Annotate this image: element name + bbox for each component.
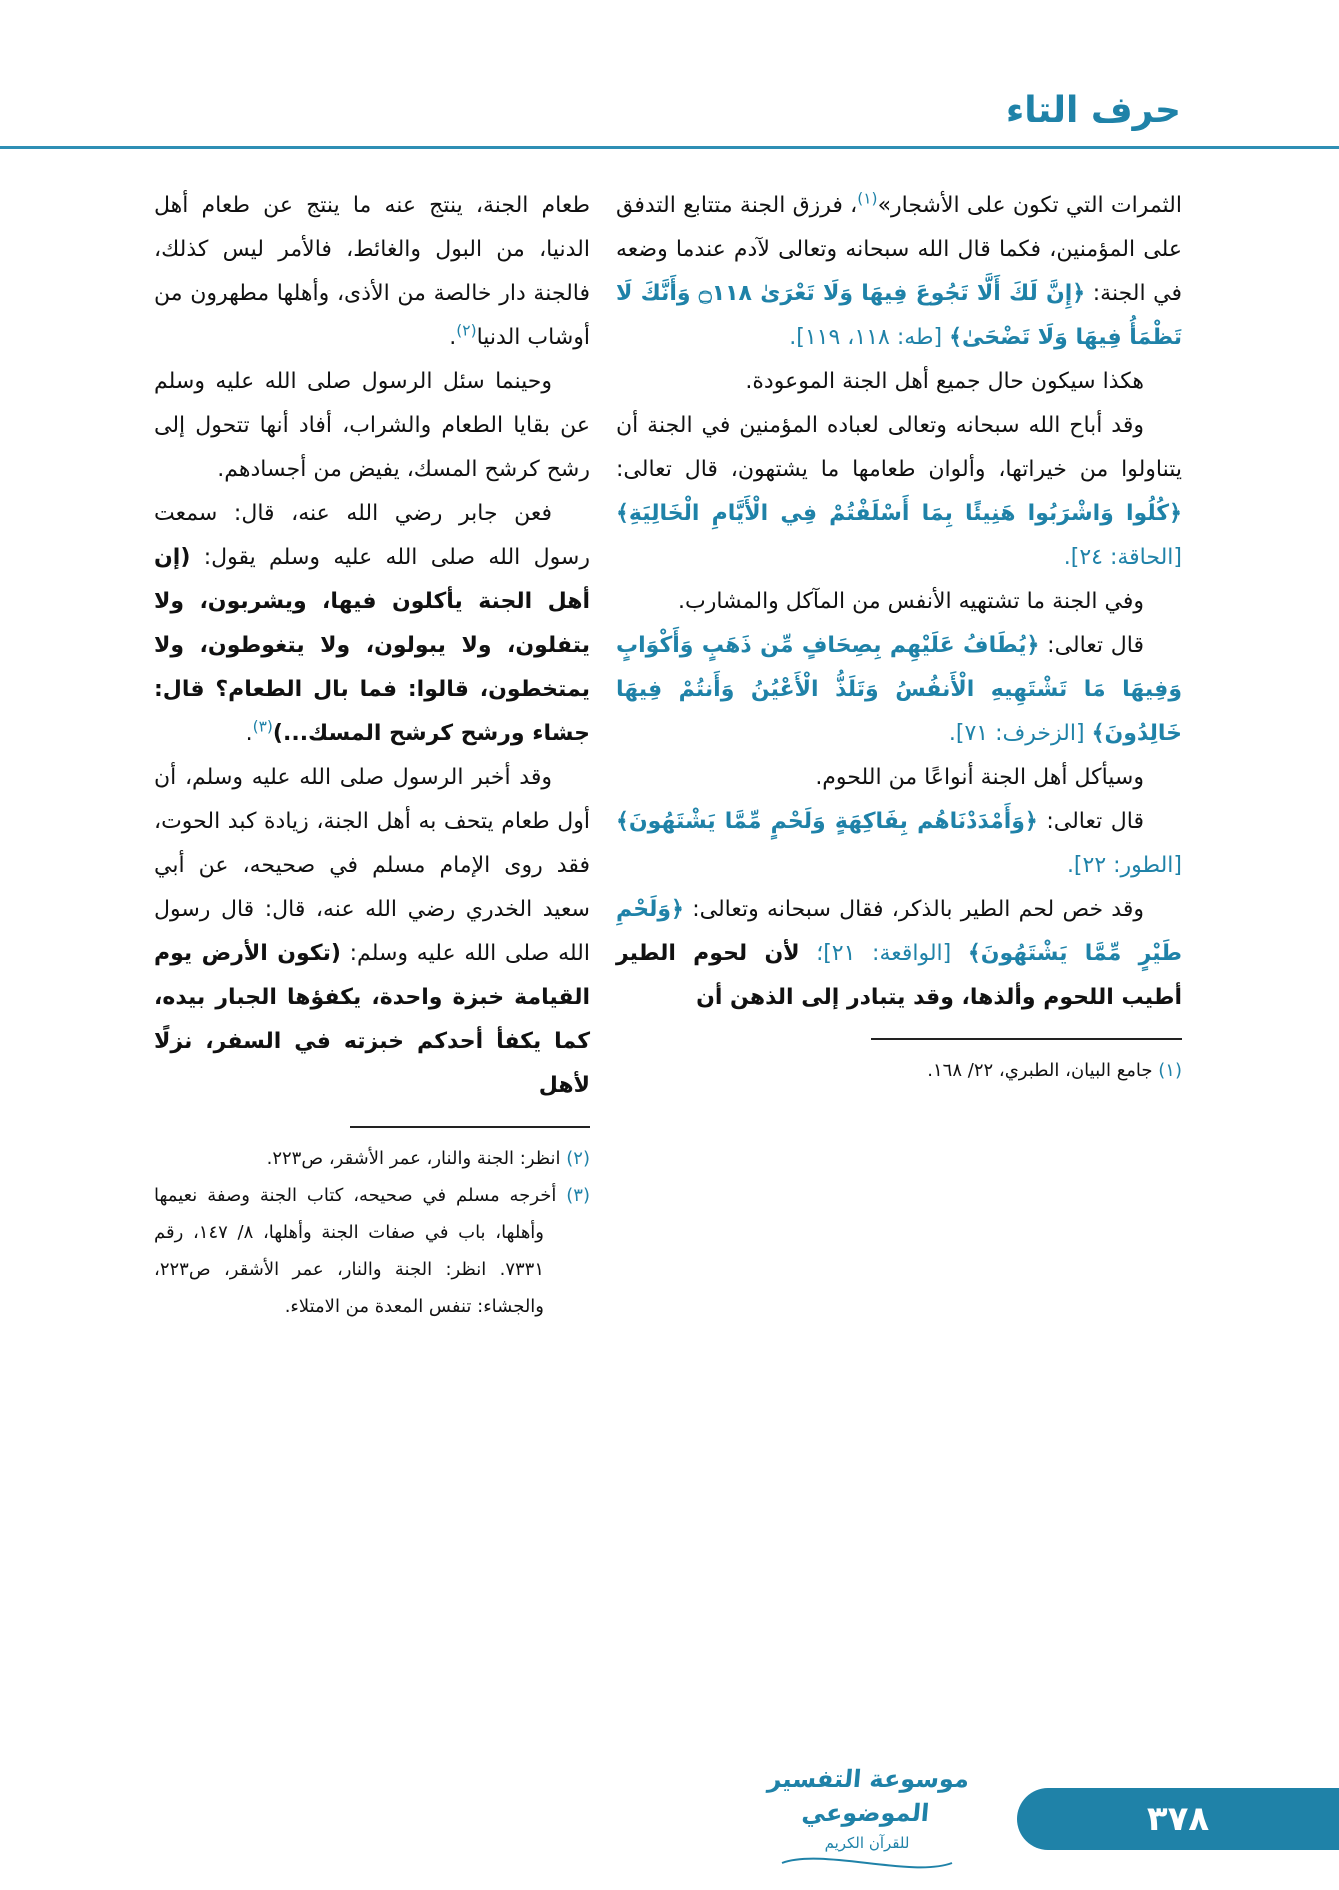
body-text: جامع البيان، الطبري، ٢٢/ ١٦٨. (927, 1060, 1153, 1081)
publisher-logo-subtitle: للقرآن الكريم (824, 1834, 910, 1852)
quran-verse: ﴿وَلَحْمِ طَيْرٍ مِّمَّا يَشْتَهُونَ﴾ (616, 897, 1182, 966)
publisher-logo (739, 1762, 995, 1876)
footnote-ref: (٢) (456, 321, 477, 340)
column-left-footnotes (154, 1140, 590, 1325)
body-text: وقد أباح الله سبحانه وتعالى لعباده المؤمنين في الجنة أن يتناولوا من خيراتها، وألوان طعامها ما يشتهون، قال تعالى: (616, 413, 1182, 482)
verse-reference: [الطور: ٢٢]. (1066, 853, 1182, 878)
quran-verse: ﴿إِنَّ لَكَ أَلَّا تَجُوعَ فِيهَا وَلَا تَعْرَىٰ ۝١١٨ وَأَنَّكَ لَا تَظْمَأُ فِيهَا وَلَا تَضْحَىٰ﴾ (616, 281, 1182, 350)
paragraph (616, 800, 1182, 888)
verse-reference: [الواقعة: ٢١]؛ (799, 941, 968, 966)
body-text: أخرجه مسلم في صحيحه، كتاب الجنة وصفة نعيمها وأهلها، باب في صفات الجنة وأهلها، ٨/ ١٤٧، رقم ٧٣٣١. انظر: الجنة والنار، عمر الأشقر، ص٢٢٣، والجشاء: تنفس المعدة من الامتلاء. (154, 1185, 557, 1317)
page-number-badge (1017, 1788, 1339, 1850)
body-text: هكذا سيكون حال جميع أهل الجنة الموعودة. (745, 369, 1144, 394)
page-number: ٣٧٨ (1146, 1799, 1210, 1839)
hadith-text: (إن أهل الجنة يأكلون فيها، ويشربون، ولا يتفلون، ولا يبولون، ولا يتغوطون، ولا يمتخطون، قالوا: فما بال الطعام؟ قال: جشاء ورشح كرشح المسك...) (154, 545, 590, 746)
body-text: وحينما سئل الرسول صلى الله عليه وسلم عن بقايا الطعام والشراب، أفاد أنها تتحول إلى رشح كرشح المسك، يفيض من أجسادهم. (154, 369, 590, 482)
body-text: انظر: الجنة والنار، عمر الأشقر، ص٢٢٣. (266, 1148, 561, 1169)
paragraph (616, 404, 1182, 580)
hadith-text: لأن لحوم الطير أطيب اللحوم وألذها، وقد يتبادر إلى الذهن أن (616, 941, 1182, 1010)
verse-reference: (٣) (556, 1185, 590, 1206)
column-right-footnotes (616, 1052, 1182, 1089)
quran-verse: ﴿كُلُوا وَاشْرَبُوا هَنِيئًا بِمَا أَسْلَفْتُمْ فِي الْأَيَّامِ الْخَالِيَةِ﴾ (616, 501, 1182, 526)
publisher-logo-title: موسوعة التفسير الموضوعي (766, 1765, 971, 1827)
quran-verse: ﴿يُطَافُ عَلَيْهِم بِصِحَافٍ مِّن ذَهَبٍ وَأَكْوَابٍ وَفِيهَا مَا تَشْتَهِيهِ الْأَنفُسُ وَتَلَذُّ الْأَعْيُنُ وَأَنتُمْ فِيهَا خَالِدُونَ﴾ (616, 633, 1182, 746)
paragraph (616, 360, 1182, 404)
paragraph (616, 624, 1182, 756)
calligraphy-flourish-icon (777, 1854, 957, 1872)
verse-reference: [الحاقة: ٢٤]. (1063, 545, 1182, 570)
paragraph (154, 184, 590, 360)
verse-reference: (١) (1152, 1060, 1182, 1081)
column-right-body (616, 184, 1182, 1020)
footnote-ref: (٣) (252, 717, 273, 736)
paragraph (616, 756, 1182, 800)
hadith-text: (تكون الأرض يوم القيامة خبزة واحدة، يكفؤها الجبار بيده، كما يكفأ أحدكم خبزته في السفر، نزلًا لأهل (154, 941, 590, 1098)
body-text: وفي الجنة ما تشتهيه الأنفس من المآكل والمشارب. (677, 589, 1144, 614)
footnote (616, 1052, 1182, 1089)
paragraph (154, 756, 590, 1108)
footnote-separator (350, 1126, 590, 1128)
body-text: وقد خص لحم الطير بالذكر، فقال سبحانه وتعالى: (683, 897, 1144, 922)
verse-reference: (٢) (560, 1148, 590, 1169)
body-text: . (245, 721, 253, 746)
body-text: قال تعالى: (1039, 633, 1144, 658)
text-columns (154, 184, 1182, 1325)
chapter-title: حرف التاء (1005, 90, 1181, 131)
paragraph (616, 580, 1182, 624)
quran-verse: ﴿وَأَمْدَدْنَاهُم بِفَاكِهَةٍ وَلَحْمٍ مِّمَّا يَشْتَهُونَ﴾ (616, 809, 1038, 834)
body-text: الثمرات التي تكون على الأشجار» (877, 193, 1182, 218)
body-text: قال تعالى: (1037, 809, 1144, 834)
column-right (616, 184, 1182, 1089)
footnote-separator (871, 1038, 1182, 1040)
paragraph (154, 492, 590, 756)
header-rule (0, 146, 1339, 149)
column-left-body (154, 184, 590, 1108)
body-text: وسيأكل أهل الجنة أنواعًا من اللحوم. (815, 765, 1144, 790)
column-left (154, 184, 590, 1325)
body-text: ، فرزق الجنة متتابع التدفق على المؤمنين، فكما قال الله سبحانه وتعالى لآدم عندما وضعه في الجنة: (616, 193, 1183, 306)
paragraph (154, 360, 590, 492)
footnote (154, 1177, 590, 1325)
footnote (154, 1140, 590, 1177)
footnote-ref: (١) (857, 189, 878, 208)
verse-reference: [طه: ١١٨، ١١٩]. (789, 325, 950, 350)
body-text: . (449, 325, 457, 350)
paragraph (616, 888, 1182, 1020)
body-text: طعام الجنة، ينتج عنه ما ينتج عن طعام أهل الدنيا، من البول والغائط، فالأمر ليس كذلك، فالجنة دار خالصة من الأذى، وأهلها مطهرون من أوشاب الدنيا (154, 193, 590, 350)
column-left-footnote-block (154, 1126, 590, 1325)
paragraph (616, 184, 1182, 360)
body-text: فعن جابر رضي الله عنه، قال: سمعت رسول الله صلى الله عليه وسلم يقول: (154, 501, 590, 570)
body-text: وقد أخبر الرسول صلى الله عليه وسلم، أن أول طعام يتحف به أهل الجنة، زيادة كبد الحوت، فقد روى الإمام مسلم في صحيحه، عن أبي سعيد الخدري رضي الله عنه، قال: قال رسول الله صلى الله عليه وسلم: (154, 765, 590, 966)
column-right-footnote-block (616, 1038, 1182, 1089)
verse-reference: [الزخرف: ٧١]. (948, 721, 1092, 746)
